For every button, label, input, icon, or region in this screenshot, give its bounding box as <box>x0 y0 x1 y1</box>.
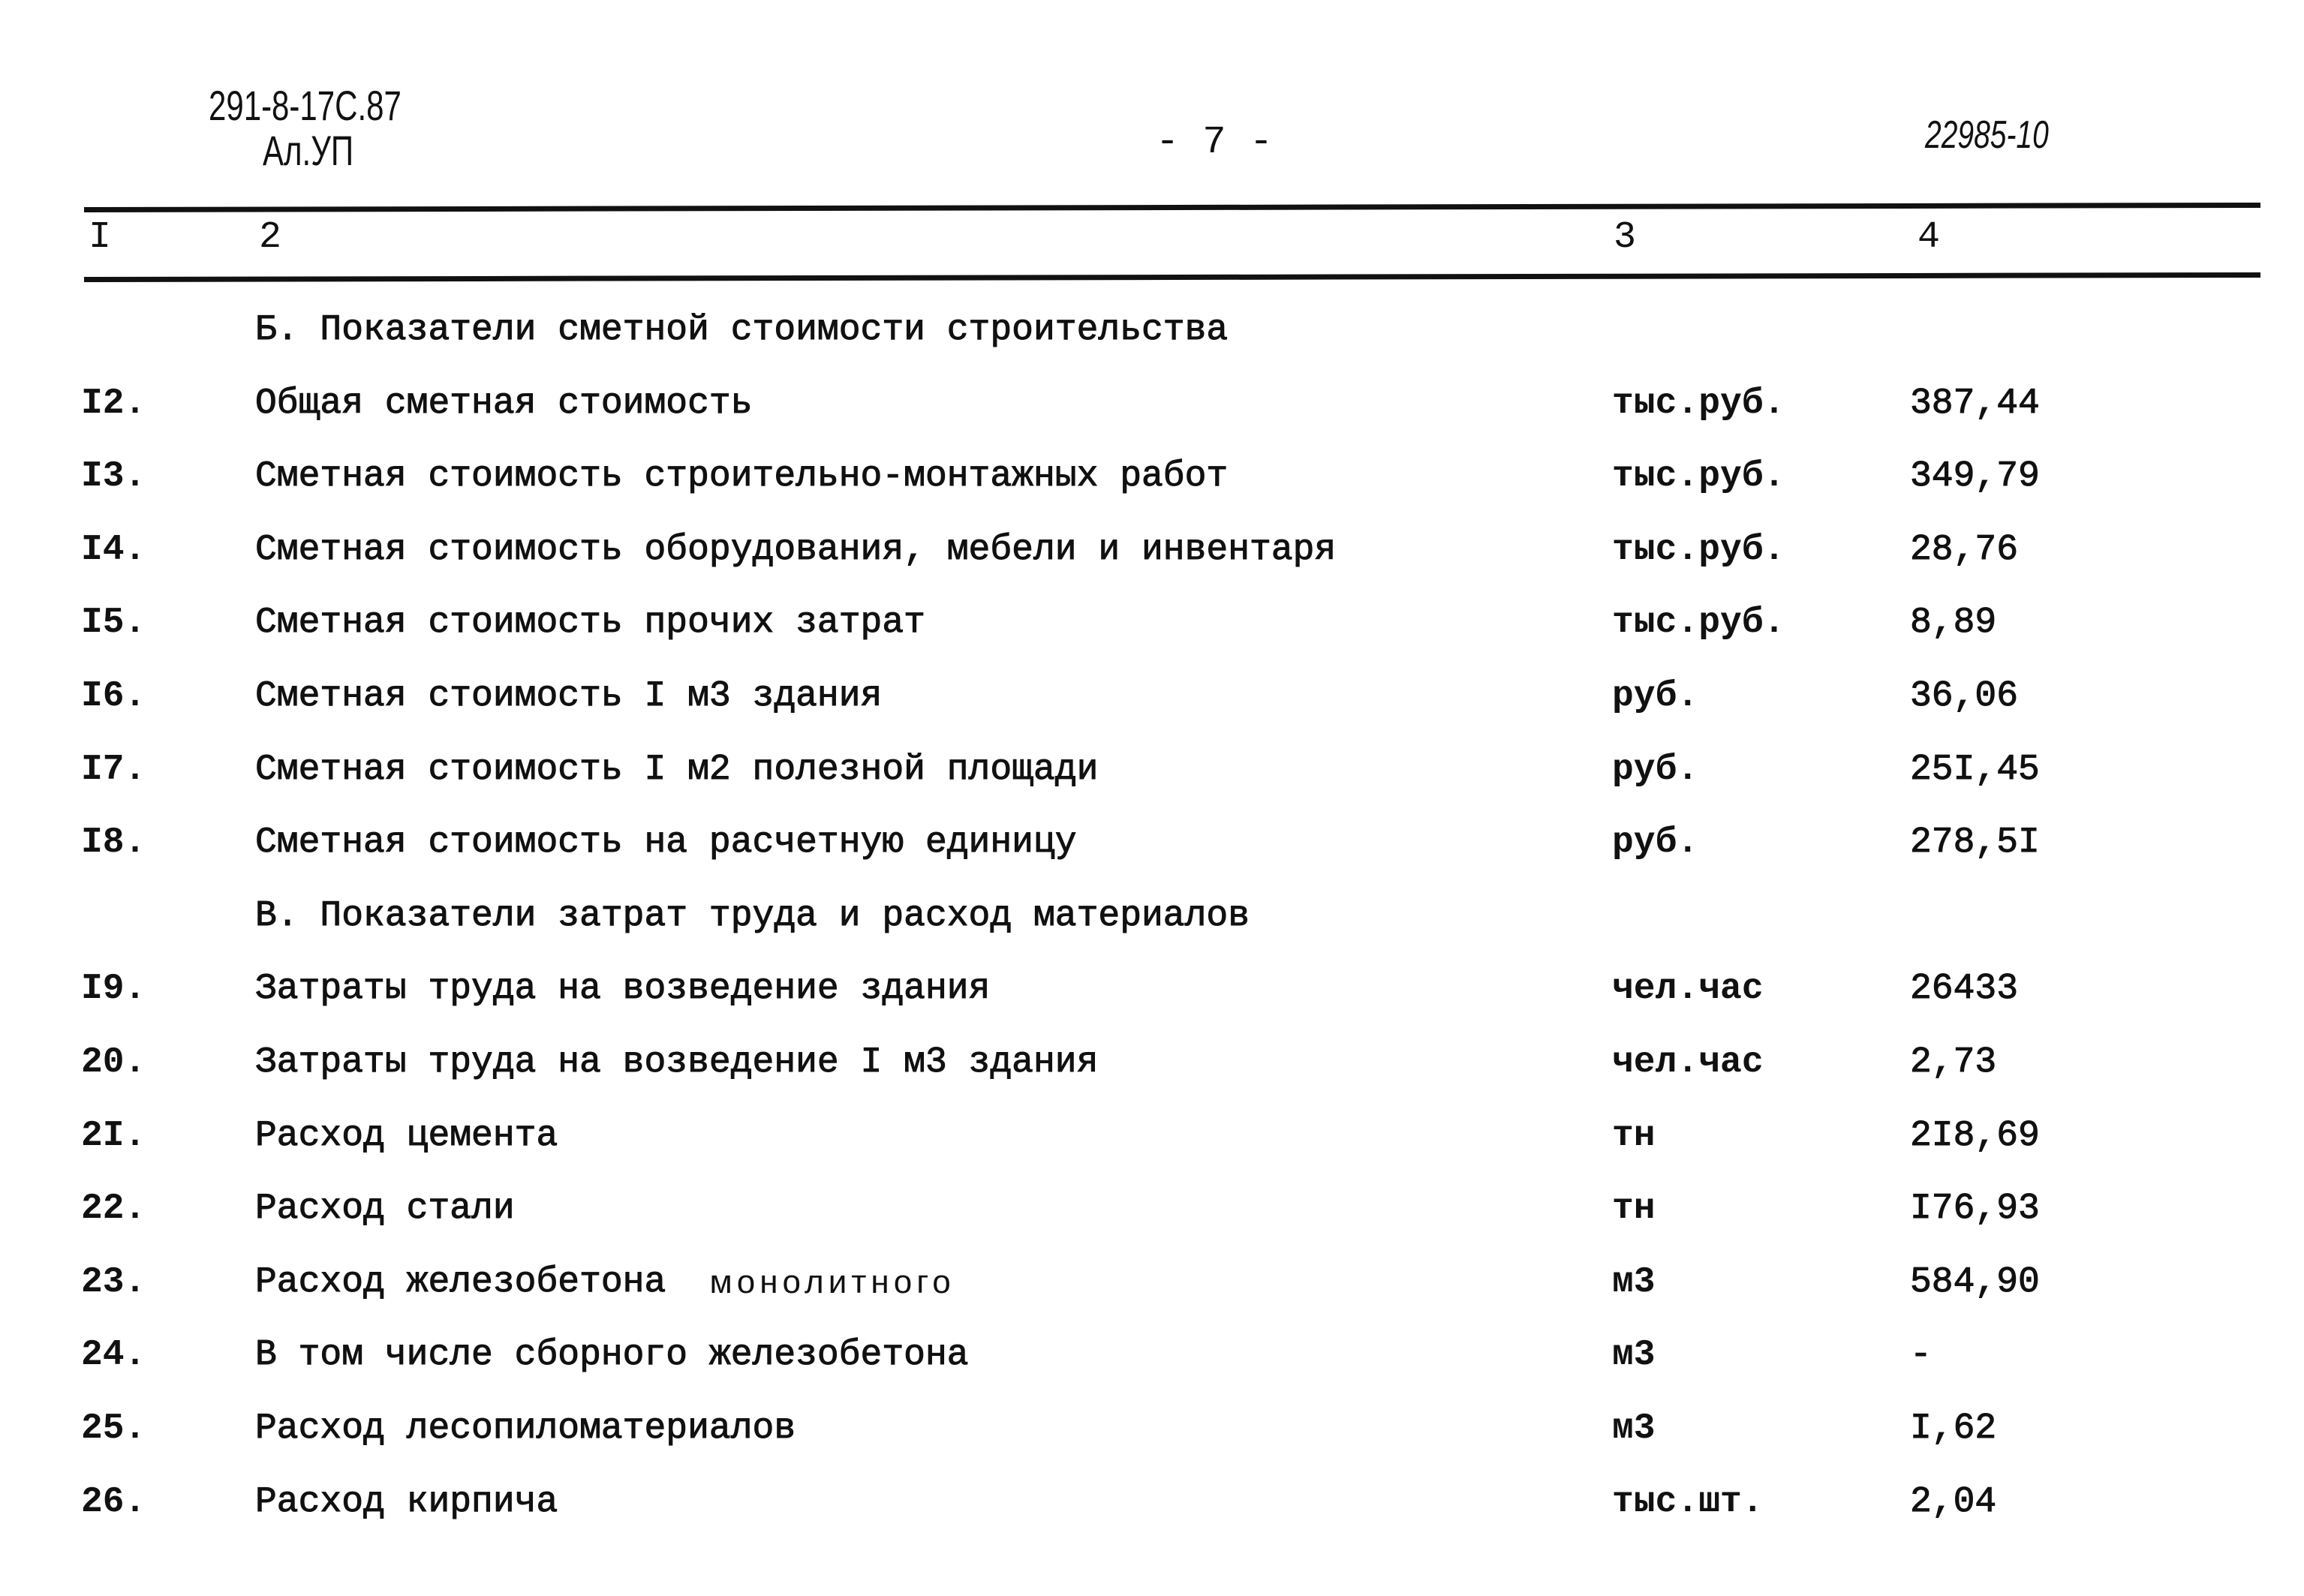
unit: руб. <box>1612 749 1699 790</box>
row-number: 20. <box>81 1041 146 1083</box>
row-number: I7. <box>81 749 146 790</box>
table-row <box>0 1256 2304 1330</box>
value: - <box>1910 1335 1932 1376</box>
handwritten-note-wrapper <box>710 1256 955 1310</box>
column-header-4: 4 <box>1917 216 1941 259</box>
unit: чел.час <box>1612 969 1764 1010</box>
indicators-table <box>0 304 2304 1549</box>
table-row <box>0 670 2304 744</box>
unit: м3 <box>1612 1408 1656 1449</box>
value: 2,73 <box>1910 1041 1997 1083</box>
indicator-name: Общая сметная стоимость <box>255 383 753 424</box>
archive-number: 22985-10 <box>1925 113 2049 157</box>
table-row <box>0 1036 2304 1110</box>
row-number: I2. <box>81 383 146 424</box>
table-row <box>0 744 2304 817</box>
unit: тн <box>1612 1189 1656 1230</box>
row-number: 26. <box>81 1481 146 1522</box>
indicator-name: Затраты труда на возведение здания <box>255 969 991 1010</box>
table-row <box>0 597 2304 670</box>
table-row <box>0 1402 2304 1476</box>
row-number: 22. <box>81 1189 146 1230</box>
table-header-rule <box>84 272 2260 282</box>
indicator-name: Сметная стоимость строительно-монтажных работ <box>255 456 1229 497</box>
unit: руб. <box>1612 675 1699 717</box>
unit: руб. <box>1612 822 1699 864</box>
section-heading-row <box>0 304 2304 377</box>
value: 584,90 <box>1910 1261 2040 1303</box>
value: 36,06 <box>1910 675 2019 717</box>
value: 278,5I <box>1910 822 2040 864</box>
indicator-name: Сметная стоимость прочих затрат <box>255 603 925 644</box>
unit: тыс.руб. <box>1612 383 1785 424</box>
value: 2,04 <box>1910 1481 1997 1522</box>
unit: тыс.руб. <box>1612 456 1785 497</box>
row-number: I5. <box>81 603 146 644</box>
row-number: 25. <box>81 1408 146 1449</box>
row-number: I3. <box>81 456 146 497</box>
unit: м3 <box>1612 1261 1656 1303</box>
value: 8,89 <box>1910 603 1997 644</box>
unit: тн <box>1612 1115 1656 1156</box>
row-number: I4. <box>81 529 146 570</box>
value: I76,93 <box>1910 1189 2040 1230</box>
unit: тыс.руб. <box>1612 529 1785 570</box>
row-number: 2I. <box>81 1115 146 1156</box>
indicator-name: Расход стали <box>255 1189 515 1230</box>
column-header-3: 3 <box>1614 216 1637 259</box>
indicator-name: Расход кирпича <box>255 1481 558 1522</box>
table-row <box>0 963 2304 1036</box>
value: 2I8,69 <box>1910 1115 2040 1156</box>
indicator-name: Сметная стоимость на расчетную единицу <box>255 822 1077 864</box>
table-row <box>0 524 2304 597</box>
value: I,62 <box>1910 1408 1997 1449</box>
row-number: I9. <box>81 969 146 1010</box>
section-heading: В. Показатели затрат труда и расход материалов <box>255 895 1250 936</box>
table-row <box>0 1183 2304 1256</box>
unit: чел.час <box>1612 1041 1764 1083</box>
unit: м3 <box>1612 1335 1656 1376</box>
handwritten-note: монолитного <box>709 1263 955 1300</box>
indicator-name: Сметная стоимость оборудования, мебели и инвентаря <box>255 529 1337 570</box>
indicator-name: Расход лесопиломатериалов <box>255 1408 796 1449</box>
row-number: I6. <box>81 675 146 717</box>
indicator-name: Сметная стоимость I м2 полезной площади <box>255 749 1099 790</box>
album-label: Ал.УП <box>263 127 354 174</box>
unit: тыс.руб. <box>1612 603 1785 644</box>
table-row <box>0 1329 2304 1402</box>
indicator-name: Сметная стоимость I м3 здания <box>255 675 883 717</box>
table-row <box>0 450 2304 524</box>
value: 26433 <box>1910 969 2019 1010</box>
value: 349,79 <box>1910 456 2040 497</box>
table-row <box>0 816 2304 890</box>
value: 28,76 <box>1910 529 2019 570</box>
table-row <box>0 377 2304 451</box>
indicator-name: Затраты труда на возведение I м3 здания <box>255 1041 1099 1083</box>
table-top-rule <box>84 203 2260 212</box>
document-code: 291-8-17С.87 <box>209 82 402 129</box>
row-number: 23. <box>81 1261 146 1303</box>
row-number: I8. <box>81 822 146 864</box>
value: 25I,45 <box>1910 749 2040 790</box>
indicator-name: Расход железобетона <box>255 1261 666 1303</box>
section-heading: Б. Показатели сметной стоимости строительства <box>255 310 1229 350</box>
table-row <box>0 1110 2304 1183</box>
unit: тыс.шт. <box>1612 1481 1764 1522</box>
column-header-2: 2 <box>259 216 282 259</box>
indicator-name: В том числе сборного железобетона <box>255 1335 969 1376</box>
row-number: 24. <box>81 1335 146 1376</box>
indicator-name: Расход цемента <box>255 1115 558 1156</box>
section-heading-row <box>0 890 2304 963</box>
table-row <box>0 1476 2304 1549</box>
page-number: - 7 - <box>1156 120 1274 164</box>
value: 387,44 <box>1910 383 2040 424</box>
column-header-1: I <box>89 216 112 259</box>
